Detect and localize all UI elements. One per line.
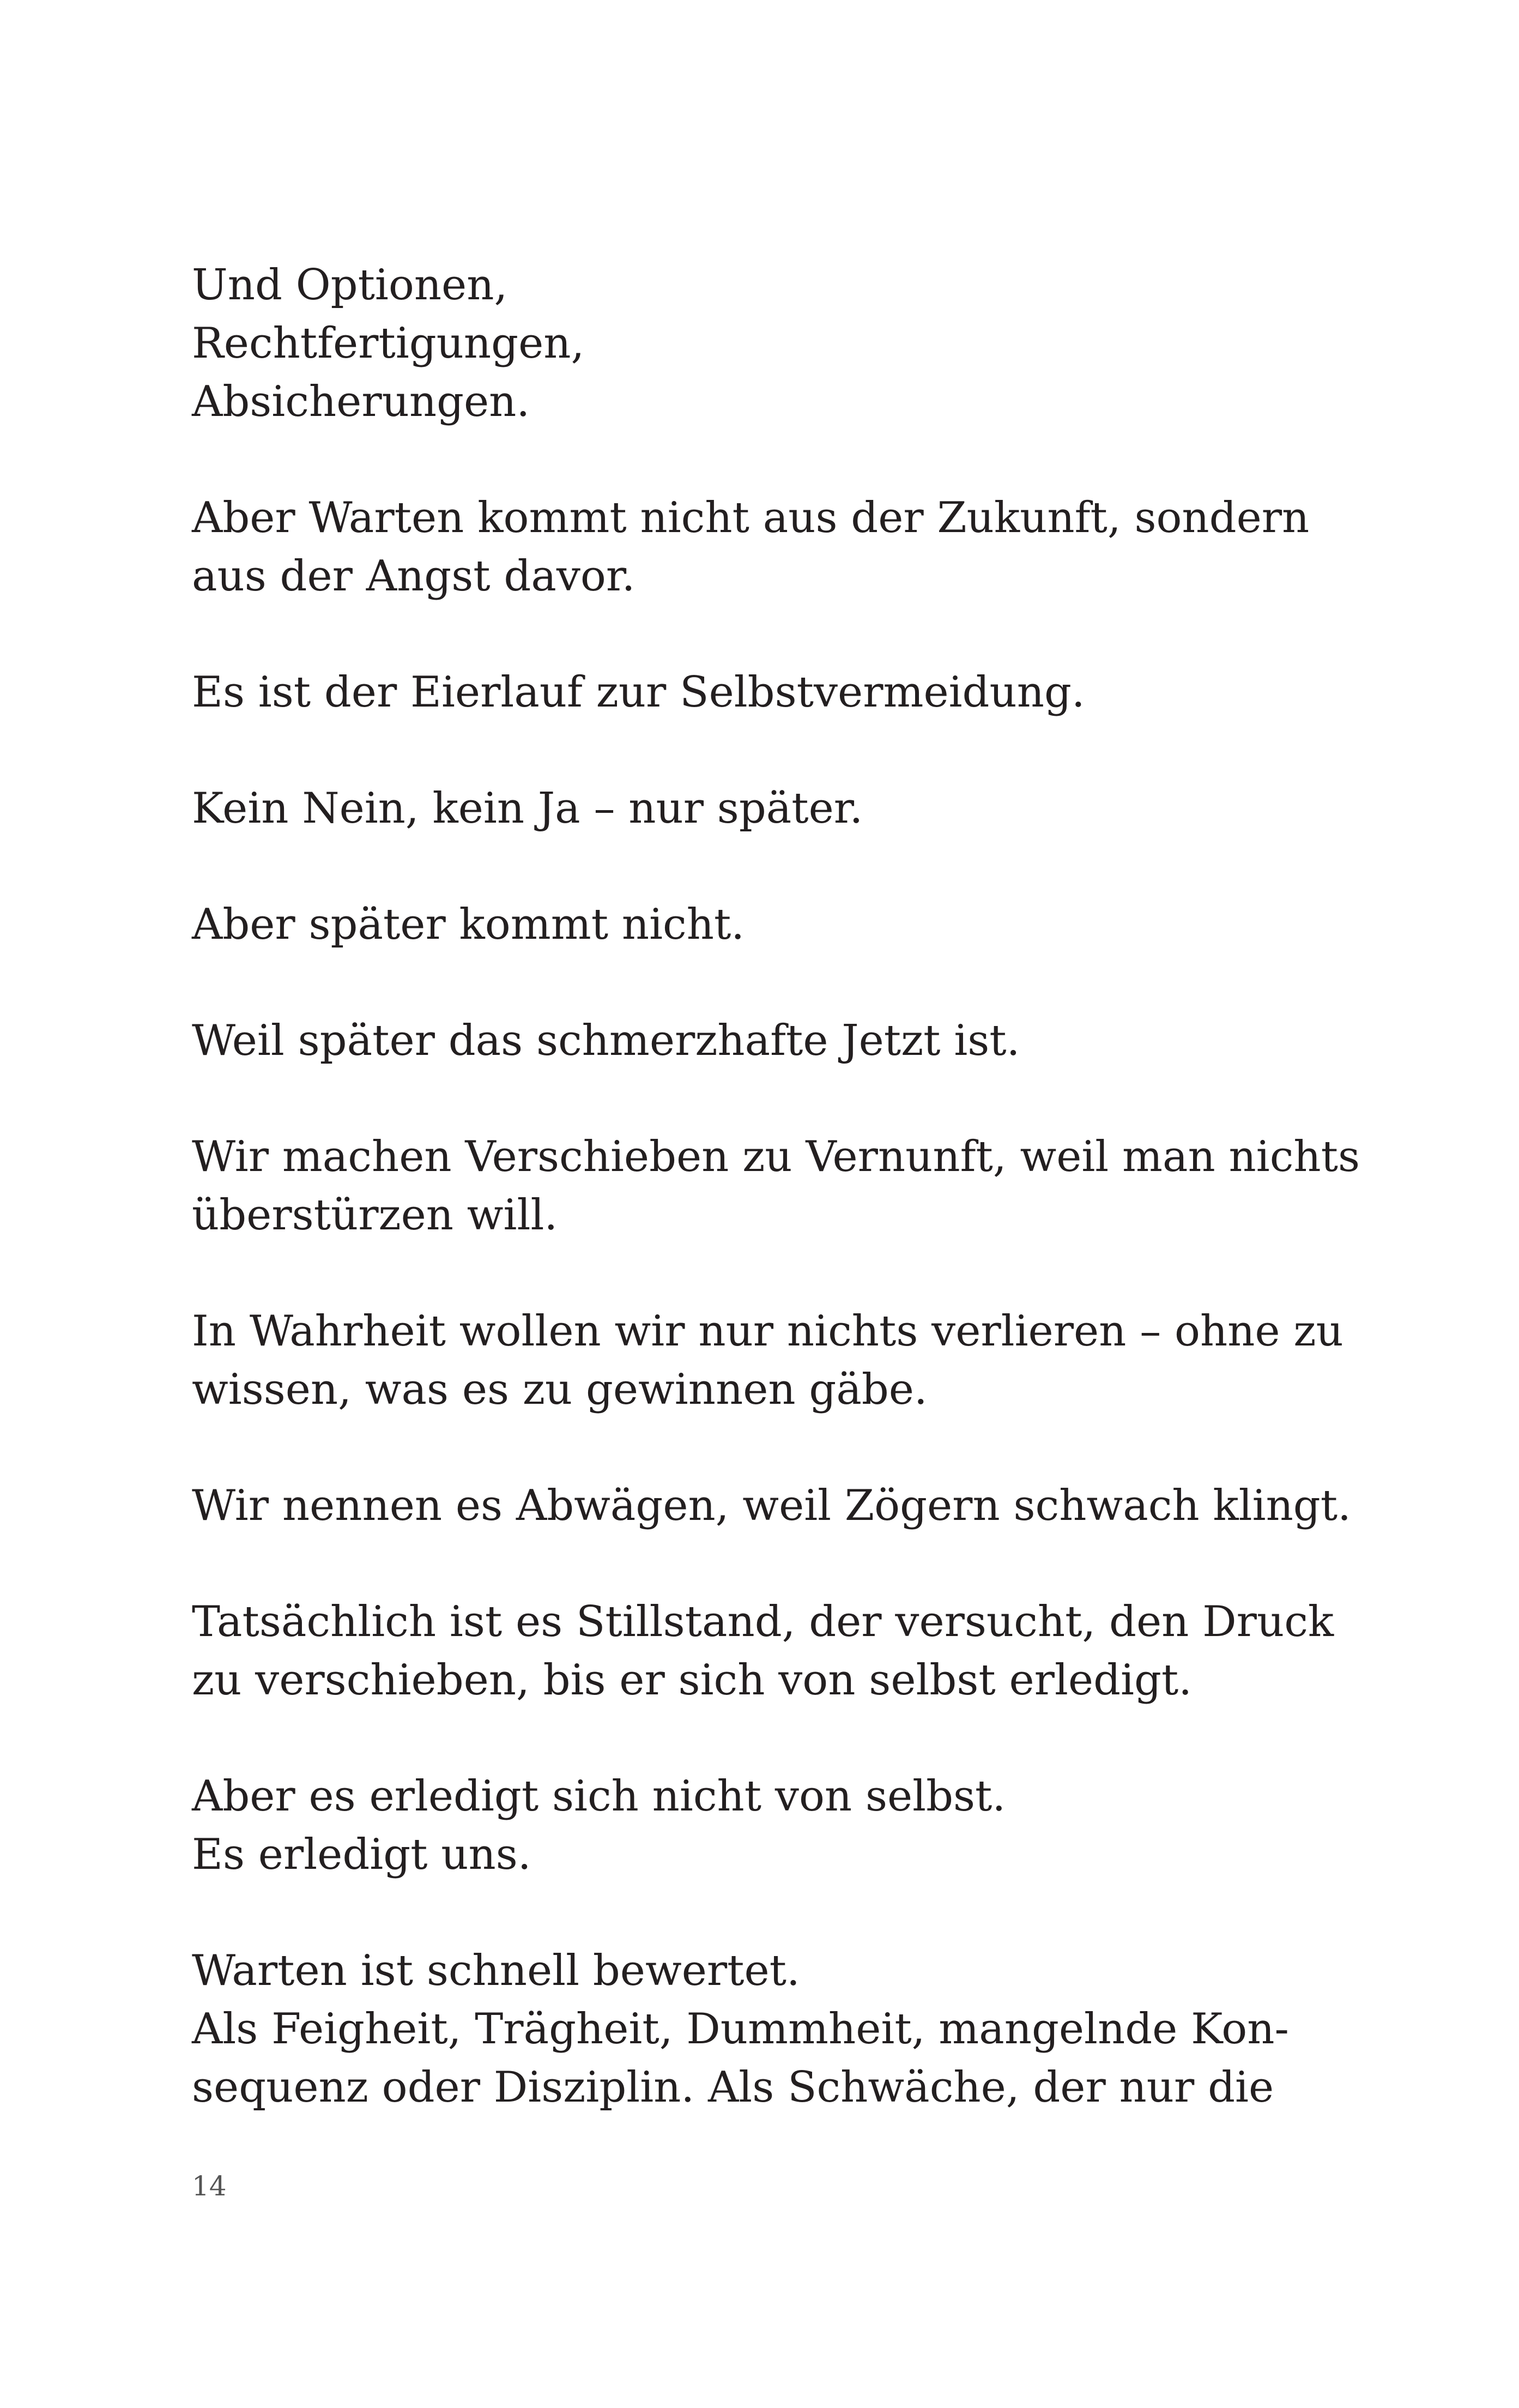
text-line: zu verschieben, bis er sich von selbst erledigt.: [192, 1656, 1193, 1705]
paragraph-5: [192, 896, 1336, 954]
body-text: [192, 256, 1360, 2175]
text-line: Wir machen Verschieben zu Vernunft, weil man nichts: [192, 1132, 1360, 1181]
paragraph-3: [192, 663, 1336, 722]
paragraph-4: [192, 780, 1336, 838]
paragraph-2: [192, 489, 1336, 606]
paragraph-10: [192, 1593, 1336, 1710]
paragraph-1: [192, 256, 1336, 431]
text-line: Aber Warten kommt nicht aus der Zukunft, sondern: [192, 493, 1310, 542]
paragraph-7: [192, 1128, 1360, 1245]
text-line: überstürzen will.: [192, 1191, 558, 1240]
paragraph-11: [192, 1767, 1336, 1884]
text-line: Weil später das schmerzhafte Jetzt ist.: [192, 1016, 1020, 1065]
text-line: Warten ist schnell bewertet.: [192, 1946, 800, 1995]
paragraph-9: [192, 1477, 1351, 1535]
text-line: Tatsächlich ist es Stillstand, der versucht, den Druck: [192, 1597, 1334, 1646]
text-line: Absicherungen.: [192, 377, 530, 426]
text-line: Rechtfertigungen,: [192, 319, 585, 368]
text-line: sequenz oder Disziplin. Als Schwäche, der nur die: [192, 2063, 1274, 2112]
paragraph-8: [192, 1302, 1344, 1419]
text-line: Aber es erledigt sich nicht von selbst.: [192, 1772, 1006, 1821]
text-line: wissen, was es zu gewinnen gäbe.: [192, 1365, 928, 1414]
text-line: Als Feigheit, Trägheit, Dummheit, mangelnde Kon-: [192, 2005, 1289, 2054]
text-line: Kein Nein, kein Ja – nur später.: [192, 784, 863, 833]
text-line: Aber später kommt nicht.: [192, 900, 745, 949]
text-line: Es erledigt uns.: [192, 1830, 531, 1879]
text-line: In Wahrheit wollen wir nur nichts verlieren – ohne zu: [192, 1307, 1344, 1356]
paragraph-12: [192, 1942, 1336, 2117]
text-line: aus der Angst davor.: [192, 552, 636, 601]
text-line: Es ist der Eierlauf zur Selbstvermeidung.: [192, 668, 1085, 717]
page-number: 14: [192, 2170, 227, 2202]
text-line: Wir nennen es Abwägen, weil Zögern schwach klingt.: [192, 1481, 1351, 1530]
text-line: Und Optionen,: [192, 261, 508, 310]
paragraph-6: [192, 1012, 1336, 1070]
